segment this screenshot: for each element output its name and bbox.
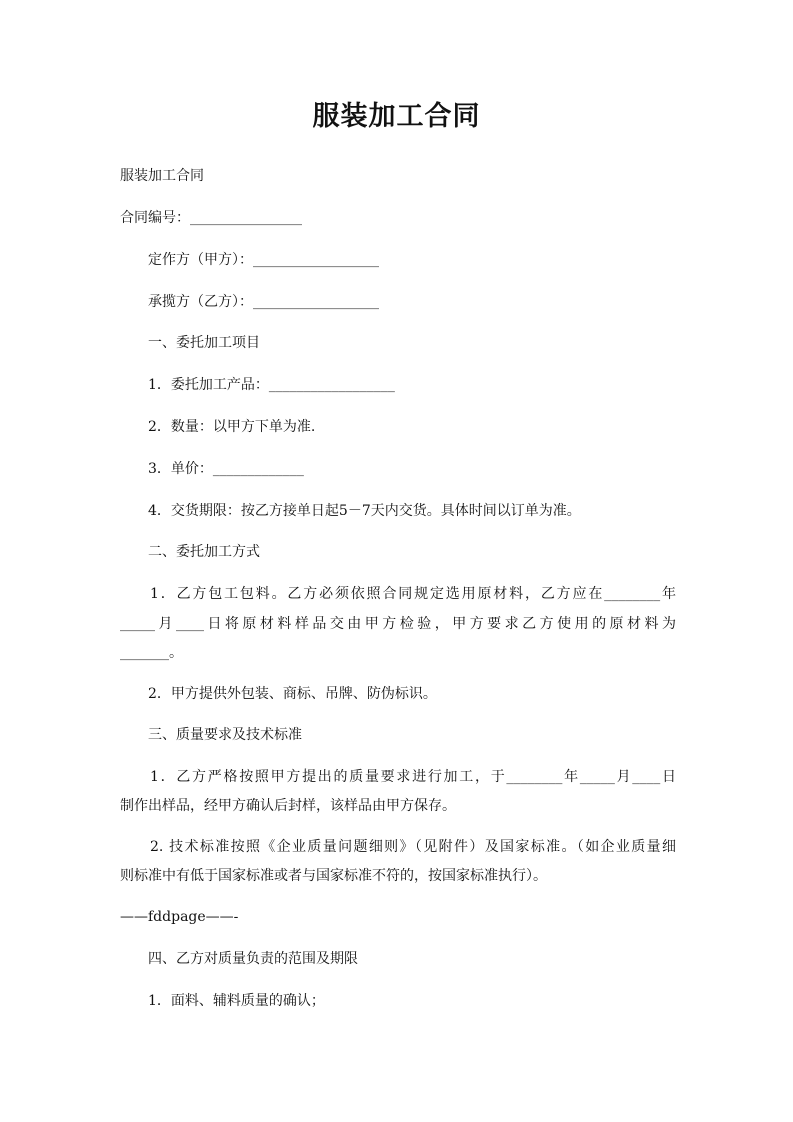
section-4-heading: 四、乙方对质量负责的范围及期限 [148,951,358,967]
item-2-1-line-2: _____月____日将原材料样品交由甲方检验，甲方要求乙方使用的原材料为 [120,616,676,632]
section-3-heading: 三、质量要求及技术标准 [148,727,302,743]
item-4-1: 1．面料、辅料质量的确认； [148,993,325,1009]
item-3-2-line-1: 2. 技术标准按照《企业质量问题细则》（见附件）及国家标准。（如企业质量细 [150,839,676,855]
page-separator: ——fddpage——- [120,909,239,925]
item-1-4: 4．交货期限：按乙方接单日起5－7天内交货。具体时间以订单为准。 [148,503,581,519]
item-2-1-line-3: _______。 [120,645,183,661]
item-3-1-line-2: 制作出样品，经甲方确认后封样，该样品由甲方保存。 [120,798,456,814]
item-2-1-line-1: 1．乙方包工包料。乙方必须依照合同规定选用原材料，乙方应在________年 [150,586,676,602]
item-2-2: 2．甲方提供外包装、商标、吊牌、防伪标识。 [148,686,437,702]
item-1-2: 2．数量：以甲方下单为准. [148,419,316,435]
item-1-3: 3．单价：_____________ [148,461,304,477]
party-a-line: 定作方（甲方）：__________________ [148,252,379,268]
section-2-heading: 二、委托加工方式 [148,544,260,560]
contract-number-line: 合同编号：________________ [120,210,302,226]
item-3-2-line-2: 则标准中有低于国家标准或者与国家标准不符的，按国家标准执行）。 [120,868,547,884]
subtitle-line: 服装加工合同 [120,168,204,184]
document-title: 服装加工合同 [312,101,481,132]
item-1-1: 1．委托加工产品：__________________ [148,377,395,393]
item-3-1-line-1: 1．乙方严格按照甲方提出的质量要求进行加工，于________年_____月____日 [150,769,676,785]
party-b-line: 承揽方（乙方）：__________________ [148,294,379,310]
section-1-heading: 一、委托加工项目 [148,335,260,351]
